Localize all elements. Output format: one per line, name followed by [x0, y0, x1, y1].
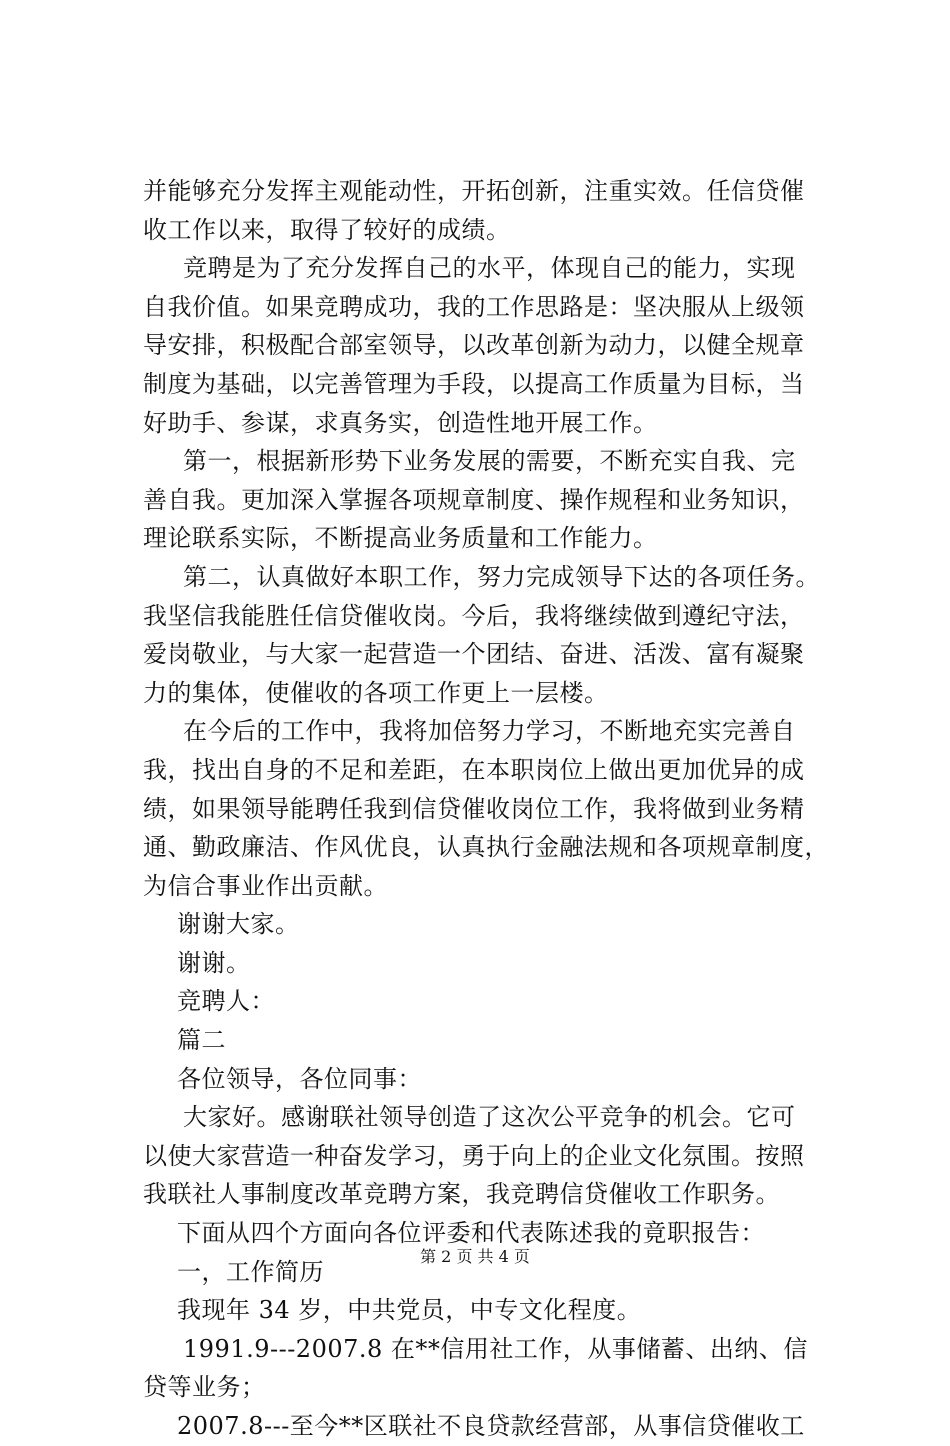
text-line: 竞聘是为了充分发挥自己的水平，体现自己的能力，实现	[183, 254, 796, 283]
text-line: 第二，认真做好本职工作，努力完成领导下达的各项任务。	[183, 562, 820, 591]
text-line: 1991.9---2007.8 在**信用社工作，从事储蓄、出纳、信	[183, 1334, 808, 1363]
text-line: 绩，如果领导能聘任我到信贷催收岗位工作，我将做到业务精	[143, 794, 805, 823]
page-footer: 第 2 页 共 4 页	[420, 1247, 530, 1266]
text-line: 力的集体，使催收的各项工作更上一层楼。	[143, 678, 609, 707]
text-line: 贷等业务；	[143, 1373, 266, 1402]
text-line: 我坚信我能胜任信贷催收岗。今后，我将继续做到遵纪守法，	[143, 601, 805, 630]
text-line: 善自我。更加深入掌握各项规章制度、操作规程和业务知识，	[143, 485, 805, 514]
text-line: 并能够充分发挥主观能动性，开拓创新，注重实效。任信贷催	[143, 177, 805, 205]
text-line: 竞聘人：	[177, 987, 275, 1016]
text-line: 谢谢大家。	[177, 910, 300, 939]
text-line: 篇二	[177, 1026, 226, 1055]
text-line: 制度为基础，以完善管理为手段，以提高工作质量为目标，当	[143, 369, 805, 398]
text-line: 一，工作简历	[177, 1257, 324, 1286]
text-line: 好助手、参谋，求真务实，创造性地开展工作。	[143, 408, 658, 437]
text-line: 自我价值。如果竞聘成功，我的工作思路是：坚决服从上级领	[143, 292, 805, 321]
text-line: 在今后的工作中，我将加倍努力学习，不断地充实完善自	[183, 717, 796, 746]
text-line: 我现年 34 岁，中共党员，中专文化程度。	[177, 1296, 642, 1325]
text-line: 收工作以来，取得了较好的成绩。	[143, 215, 511, 244]
text-line: 导安排，积极配合部室领导，以改革创新为动力，以健全规章	[143, 331, 805, 360]
text-line: 理论联系实际，不断提高业务质量和工作能力。	[143, 524, 658, 553]
text-line: 我，找出自身的不足和差距，在本职岗位上做出更加优异的成	[143, 755, 805, 784]
text-line: 我联社人事制度改革竞聘方案，我竞聘信贷催收工作职务。	[143, 1180, 780, 1209]
text-line: 谢谢。	[177, 948, 251, 977]
text-line: 为信合事业作出贡献。	[143, 871, 388, 900]
text-line: 通、勤政廉洁、作风优良，认真执行金融法规和各项规章制度，	[143, 833, 829, 862]
text-line: 各位领导，各位同事：	[177, 1064, 422, 1093]
text-line: 以使大家营造一种奋发学习，勇于向上的企业文化氛围。按照	[143, 1141, 805, 1170]
text-line: 爱岗敬业，与大家一起营造一个团结、奋进、活泼、富有凝聚	[143, 640, 805, 669]
text-line: 2007.8---至今**区联社不良贷款经营部，从事信贷催收工	[177, 1412, 805, 1440]
text-line: 下面从四个方面向各位评委和代表陈述我的竟职报告：	[177, 1219, 765, 1248]
text-line: 第一，根据新形势下业务发展的需要，不断充实自我、完	[183, 447, 796, 476]
text-line: 大家好。感谢联社领导创造了这次公平竞争的机会。它可	[183, 1103, 796, 1132]
